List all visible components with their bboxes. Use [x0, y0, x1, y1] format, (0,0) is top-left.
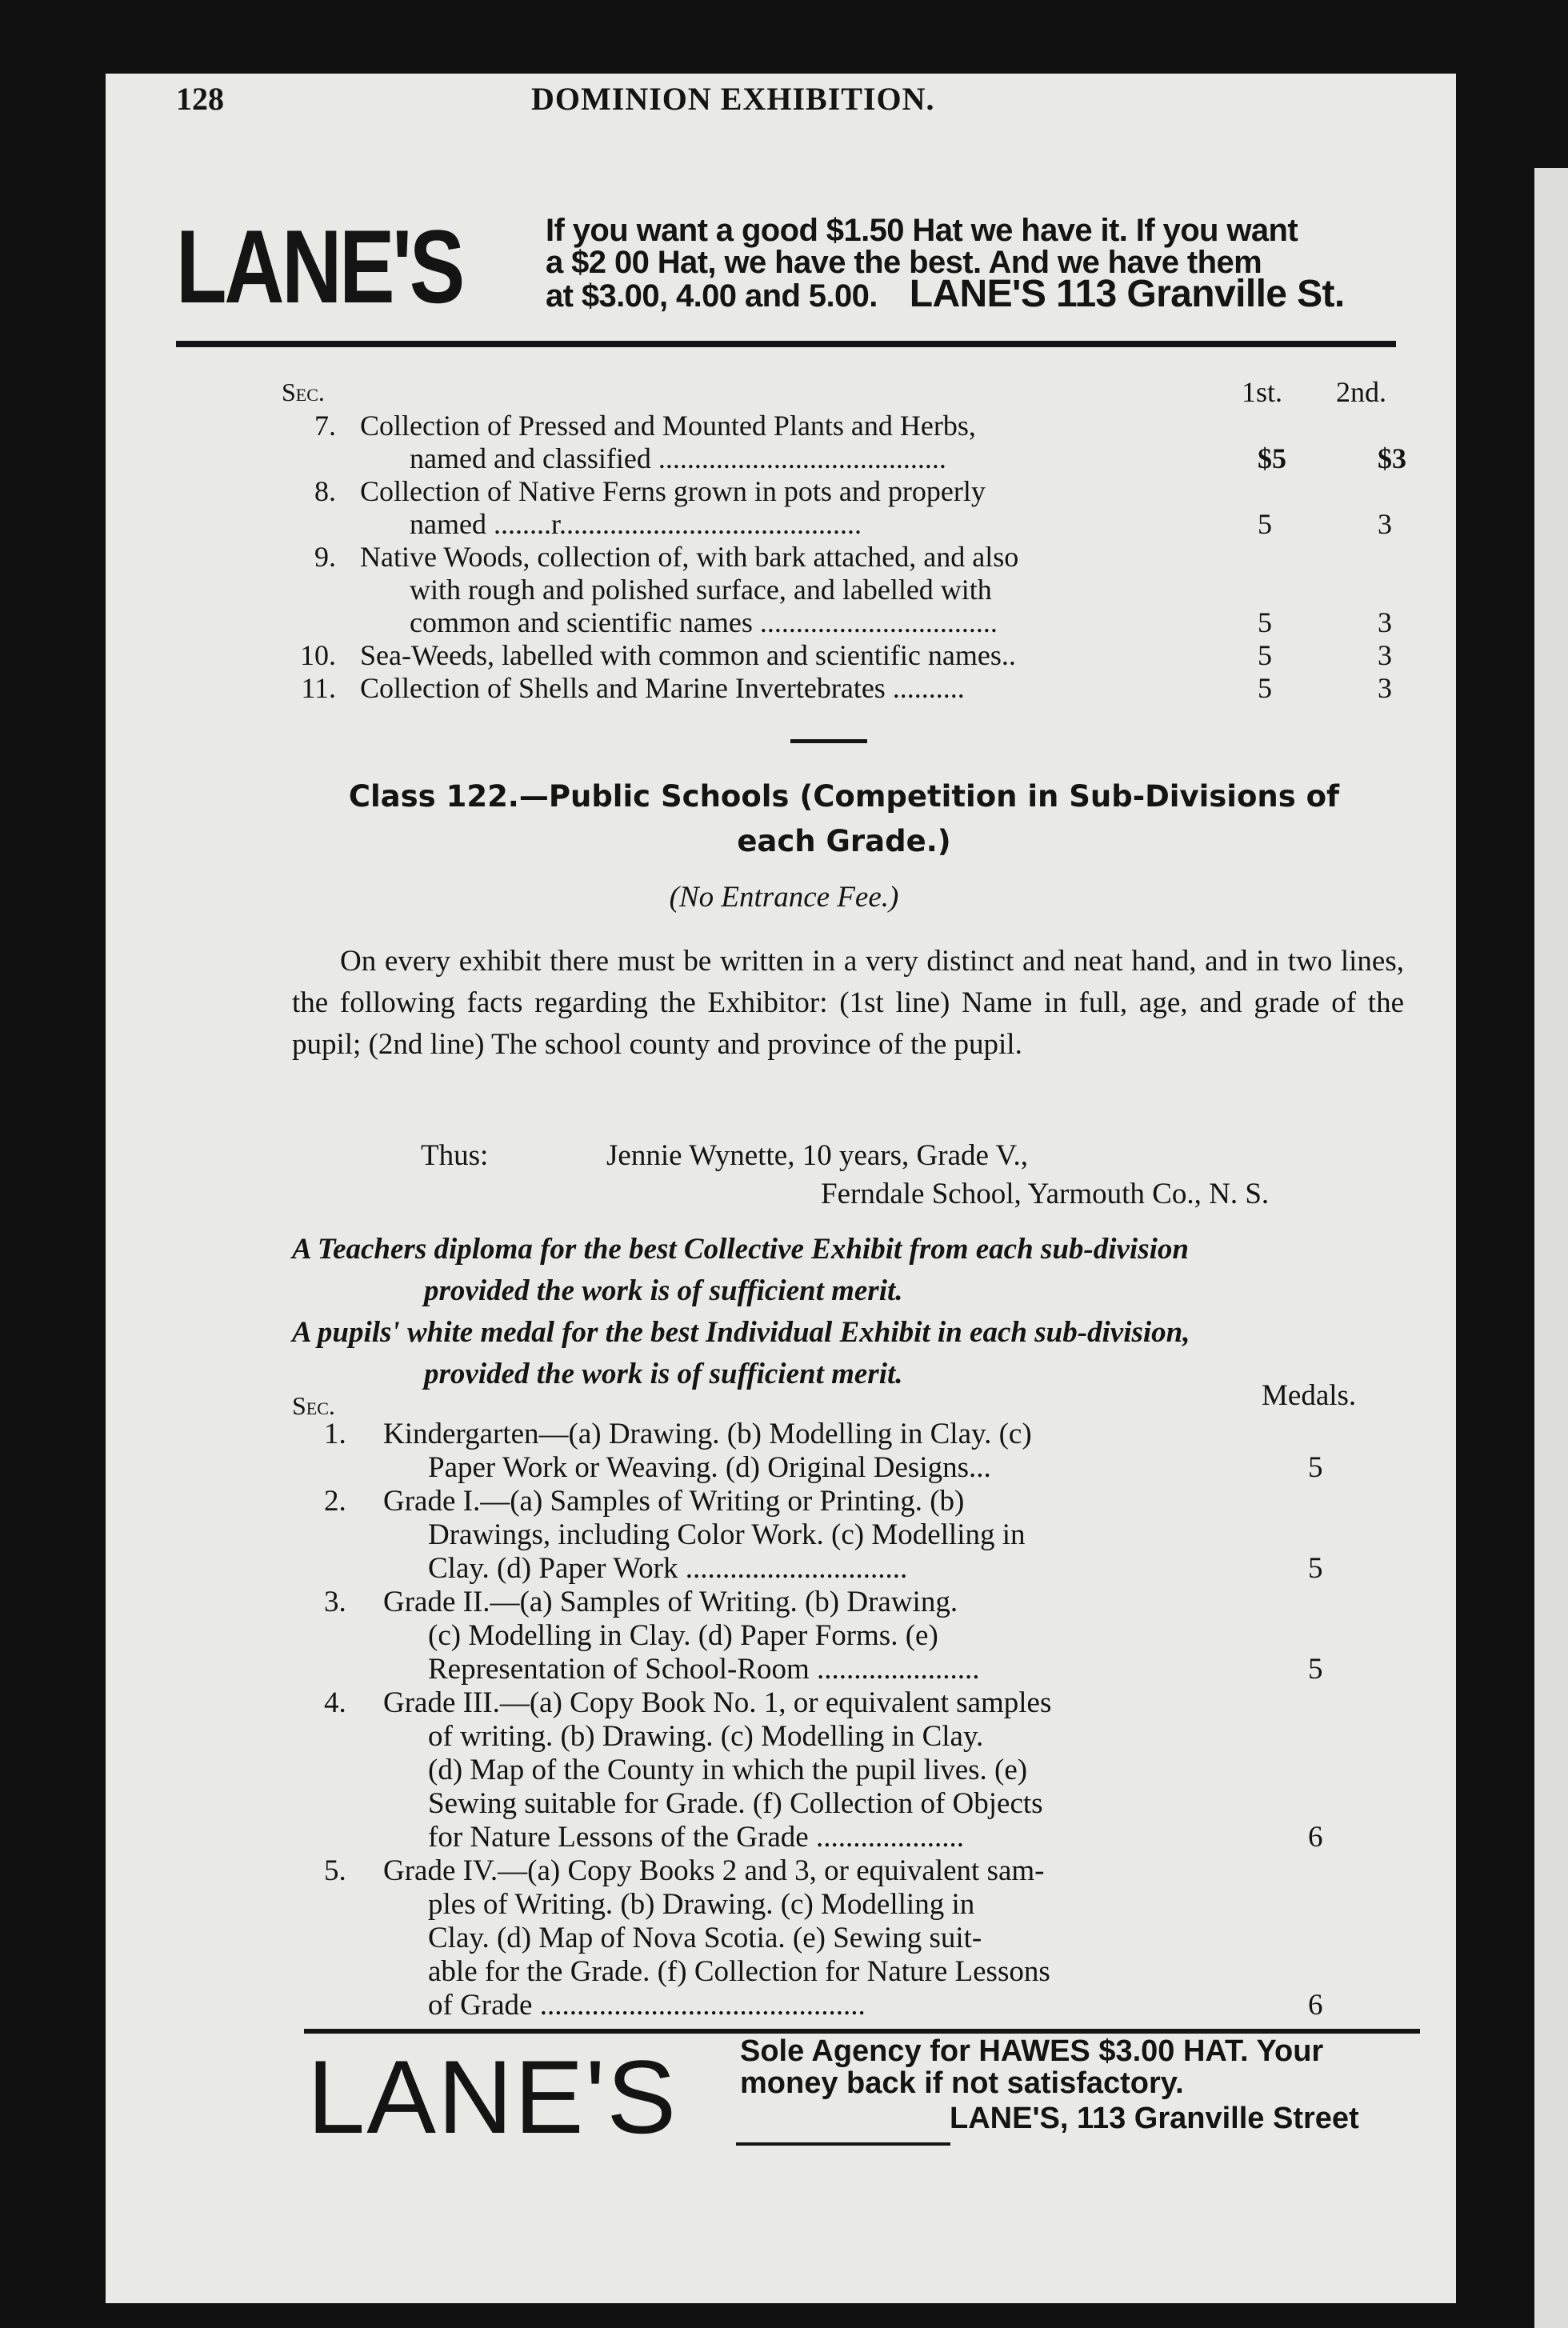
ad-top-line-3: at $3.00, 4.00 and 5.00. [546, 278, 878, 314]
sec-label: Sec. [292, 1391, 335, 1420]
medals-value: 5 [1308, 1552, 1323, 1585]
col-medals: Medals. [1262, 1379, 1357, 1412]
ad-bottom-signature: LANE'S, 113 Granville Street [950, 2102, 1359, 2135]
section-line: with rough and polished surface, and labelled with [410, 574, 992, 606]
ad-bottom-line-1: Sole Agency for HAWES $3.00 HAT. Your [740, 2034, 1324, 2068]
grade-line: (c) Modelling in Clay. (d) Paper Forms. (e) [428, 1619, 938, 1652]
ad-top-rule [176, 341, 1396, 347]
sections-a-header [282, 376, 1402, 410]
grade-line: Clay. (d) Paper Work .............................. [428, 1552, 908, 1585]
section-row [282, 639, 1402, 672]
page-title: DOMINION EXHIBITION. [531, 81, 935, 117]
grade-line: able for the Grade. (f) Collection for Nature Lessons [428, 1955, 1050, 1988]
ad-bottom-line-2: money back if not satisfactory. [740, 2066, 1184, 2100]
grade-row [292, 1586, 1412, 1686]
ad-bottom-brand: LANE'S [307, 2038, 678, 2155]
section-line: named and classified ........................................ [410, 442, 946, 474]
grade-row [292, 1418, 1412, 1485]
grade-description [383, 1586, 1239, 1686]
medals-value: 5 [1308, 1451, 1323, 1484]
grade-line: for Nature Lessons of the Grade .................... [428, 1821, 964, 1854]
class-heading-line-2: each Grade.) [737, 824, 951, 858]
grade-line: (d) Map of the County in which the pupil lives. (e) [428, 1754, 1028, 1786]
award-line: A Teachers diploma for the best Collective Exhibit from each sub-division [292, 1233, 1189, 1266]
grade-line: Grade III.—(a) Copy Book No. 1, or equivalent samples [383, 1686, 1052, 1719]
section-number: 7. [314, 410, 336, 442]
class-heading [292, 774, 1396, 864]
grade-section-number: 4. [324, 1686, 346, 1719]
grade-row [292, 1686, 1412, 1854]
class-heading-line-1: Class 122.—Public Schools (Competition in Sub-Divisions of [348, 779, 1340, 814]
grade-line: Grade I.—(a) Samples of Writing or Printing. (b) [383, 1485, 965, 1518]
section-row [282, 475, 1402, 541]
grade-row [292, 1854, 1412, 2022]
col-first-prize: 1st. [1242, 376, 1283, 408]
section-line: common and scientific names ................................. [410, 606, 998, 638]
section-line: named ........r.......................................... [410, 508, 862, 540]
grade-section-number: 2. [324, 1485, 346, 1518]
grade-line: Paper Work or Weaving. (d) Original Designs... [428, 1451, 991, 1484]
grade-section-number: 1. [324, 1418, 346, 1450]
awards-list [292, 1229, 1404, 1395]
advertisement-bottom [304, 2029, 1424, 2157]
col-second-prize: 2nd. [1336, 376, 1386, 408]
page-number: 128 [176, 81, 224, 117]
ad-bottom-rule [304, 2029, 1420, 2034]
medals-value: 5 [1308, 1653, 1323, 1686]
sections-table-b [292, 1379, 1412, 2022]
example-label: Thus: [421, 1139, 489, 1172]
adjacent-page-strip [1534, 168, 1568, 2328]
entrance-fee-note: (No Entrance Fee.) [669, 881, 899, 914]
section-row [282, 410, 1406, 475]
example-line-1: Jennie Wynette, 10 years, Grade V., [606, 1139, 1028, 1172]
grade-line: of writing. (b) Drawing. (c) Modelling in Clay. [428, 1720, 984, 1753]
medals-value: 6 [1308, 1821, 1323, 1854]
section-description [360, 475, 1232, 541]
second-prize-value: 3 [1378, 639, 1392, 671]
running-head [176, 80, 1400, 128]
first-prize-value: 5 [1258, 672, 1272, 704]
section-line: Collection of Shells and Marine Invertebrates .......... [360, 672, 965, 704]
grade-line: of Grade ............................................ [428, 1989, 866, 2022]
grade-line: Grade II.—(a) Samples of Writing. (b) Drawing. [383, 1586, 958, 1618]
grade-line: ples of Writing. (b) Drawing. (c) Modelling in [428, 1888, 975, 1921]
sections-table-a [282, 376, 1406, 705]
grade-description [383, 1418, 1239, 1485]
section-description [360, 410, 1232, 475]
sections-b-header [292, 1379, 1412, 1418]
ad-top-brand: LANE'S [176, 208, 463, 325]
adjacent-page-edge [1458, 48, 1568, 2303]
award-item [292, 1229, 1404, 1312]
award-line: A pupils' white medal for the best Individual Exhibit in each sub-division, [292, 1316, 1190, 1349]
first-prize-value: 5 [1258, 508, 1272, 540]
advertisement-top [176, 206, 1400, 350]
section-line: Native Woods, collection of, with bark attached, and also [360, 541, 1019, 573]
grade-line: Kindergarten—(a) Drawing. (b) Modelling in Clay. (c) [383, 1418, 1032, 1450]
section-line: Sea-Weeds, labelled with common and scientific names.. [360, 639, 1016, 671]
grade-description [383, 1485, 1239, 1586]
award-line: provided the work is of sufficient merit. [424, 1358, 903, 1390]
grade-line: Sewing suitable for Grade. (f) Collection of Objects [428, 1787, 1043, 1820]
second-prize-value: 3 [1378, 508, 1392, 540]
grade-row [292, 1485, 1412, 1586]
second-prize-value: 3 [1378, 606, 1392, 638]
first-prize-value: 5 [1258, 606, 1272, 638]
example-line-2: Ferndale School, Yarmouth Co., N. S. [821, 1178, 1270, 1210]
section-number: 8. [314, 475, 336, 507]
first-prize-value: 5 [1258, 639, 1272, 671]
medals-value: 6 [1308, 1989, 1323, 2022]
section-row [282, 541, 1402, 639]
section-divider [790, 739, 867, 743]
first-prize-value: $5 [1258, 442, 1286, 474]
ad-bottom-copy [740, 2035, 1420, 2134]
section-description [360, 672, 1232, 705]
section-description [360, 639, 1232, 672]
section-row [282, 672, 1402, 705]
section-description [360, 541, 1232, 639]
section-line: Collection of Pressed and Mounted Plants and Herbs, [360, 410, 976, 442]
instructions-paragraph: On every exhibit there must be written in a very distinct and neat hand, and in two lines, the following facts regarding the Exhibitor: (1st line) Name in full, age, and grade of the pupil; (2nd line) The school county and province of the pupil. [292, 945, 1404, 1061]
ad-top-signature: LANE'S 113 Granville St. [909, 273, 1345, 315]
grade-section-number: 3. [324, 1586, 346, 1618]
award-line: provided the work is of sufficient merit. [424, 1274, 903, 1307]
section-line: Collection of Native Ferns grown in pots and properly [360, 475, 986, 507]
second-prize-value: $3 [1378, 442, 1406, 474]
section-number: 9. [314, 541, 336, 573]
grade-line: Grade IV.—(a) Copy Books 2 and 3, or equivalent sam- [383, 1854, 1045, 1887]
ad-bottom-underline [736, 2142, 950, 2146]
section-number: 10. [300, 639, 336, 671]
grade-section-number: 5. [324, 1854, 346, 1887]
grade-description [383, 1854, 1239, 2022]
ad-top-line-2: a $2 00 Hat, we have the best. And we have them [546, 245, 1262, 280]
grade-line: Clay. (d) Map of Nova Scotia. (e) Sewing suit- [428, 1922, 982, 1954]
ad-top-copy [546, 213, 1410, 315]
grade-description [383, 1686, 1239, 1854]
ad-top-line-3-row [546, 273, 1410, 315]
grade-line: Representation of School-Room ...................... [428, 1653, 980, 1686]
second-prize-value: 3 [1378, 672, 1392, 704]
ad-top-line-1: If you want a good $1.50 Hat we have it. If you want [546, 213, 1298, 248]
grade-line: Drawings, including Color Work. (c) Modelling in [428, 1518, 1026, 1551]
section-number: 11. [301, 672, 336, 704]
sec-label: Sec. [282, 378, 325, 406]
